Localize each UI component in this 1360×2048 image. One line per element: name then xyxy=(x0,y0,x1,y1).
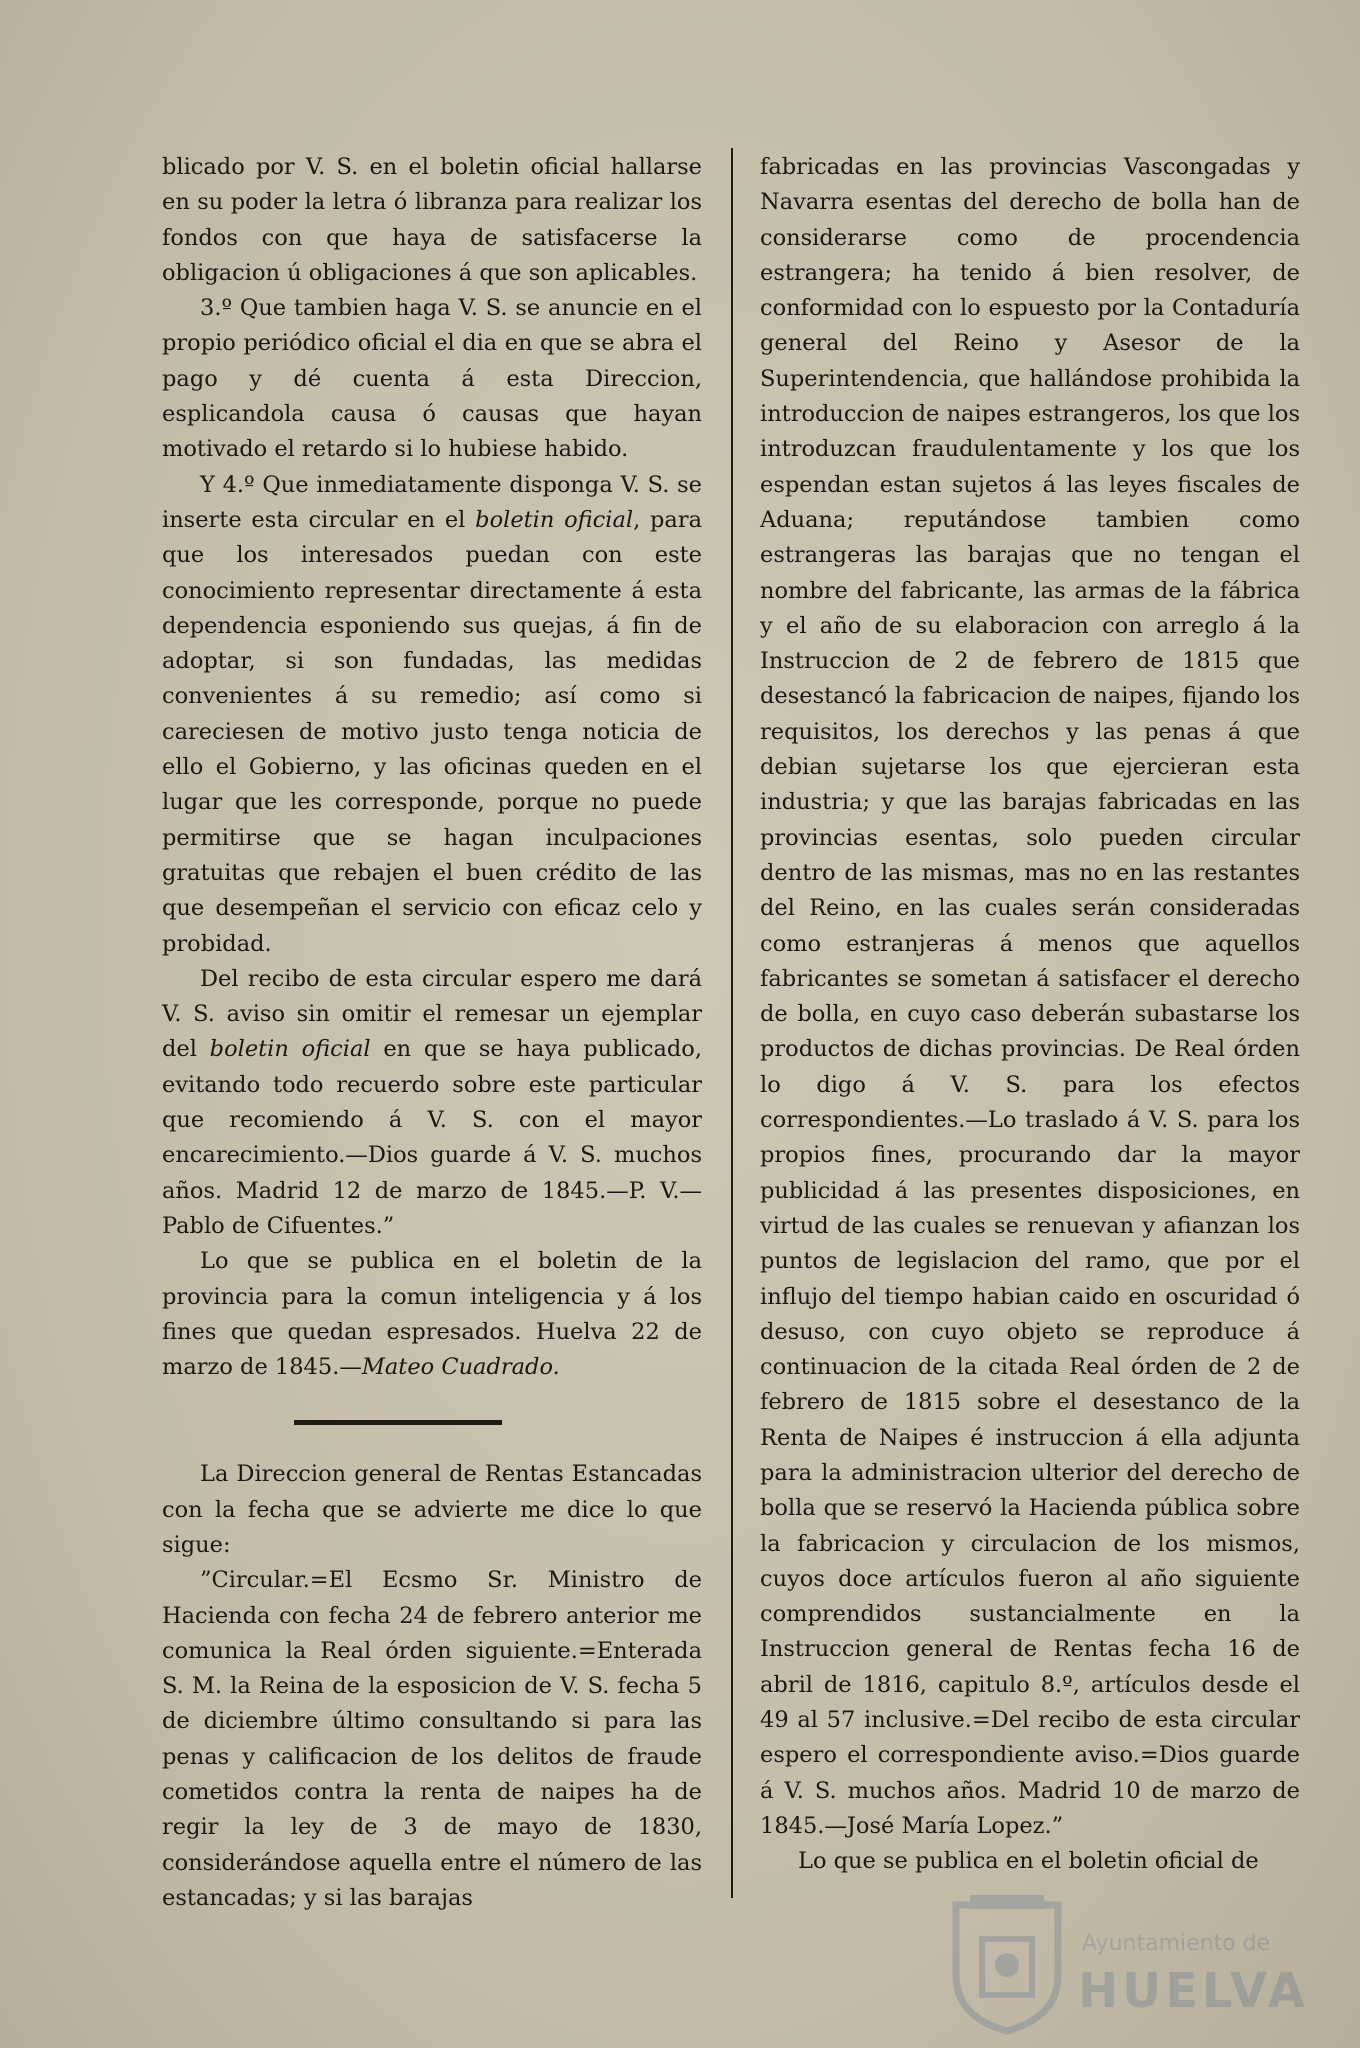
italic-text: boletin oficial xyxy=(209,1036,371,1063)
italic-text: boletin oficial xyxy=(475,506,634,533)
text-run: Y 4.º Que inmediatamente disponga V. S. se inserte esta circular en el xyxy=(162,471,702,533)
text-run: , para que los interesados puedan con este conocimiento representar directamente á esta dependencia esponiendo sus quejas, á fin de adoptar, si son fundadas, las medidas convenientes á su remedio; así como si careciesen de motivo justo tenga noticia de ello el Gobierno, y las oficinas queden en el lugar que les corresponde, porque no puede permitirse que se hagan inculpaciones gratuitas que rebajen el buen crédito de las que desempeñan el servicio con eficaz celo y probidad. xyxy=(162,506,703,957)
paragraph-circular-continued: fabricadas en las provincias Vascongadas y Navarra esentas del derecho de bolla han de considerarse como de procendencia estrangera; ha tenido á bien resolver, de conformidad con lo espuesto por la Contaduría general del Reino y Asesor de la Superintendencia, que hallándose prohibida la introduccion de naipes estrangeros, los que los introduzcan fraudulentamente y los que los espendan estan sujetos á las leyes fiscales de Aduana; reputándose tambien como estrangeras las barajas que no tengan el nombre del fabricante, las armas de la fábrica y el año de su elaboracion con arreglo á la Instruccion de 2 de febrero de 1815 que desestancó la fabricacion de naipes, fijando los requisitos, los derechos y las penas á que debian sujetarse los que ejercieran esta industria; y que las barajas fabricadas en las provincias esentas, solo pueden circular dentro de las mismas, mas no en las restantes del Reino, en las cuales serán consideradas como estranjeras á menos que aquellos fabricantes se sometan á satisfacer el derecho de bolla, en cuyo caso deberán subastarse los productos de dichas provincias. De Real órden lo digo á V. S. para los efectos correspondientes.—Lo traslado á V. S. para los propios fines, procurando dar la mayor publicidad á las presentes disposiciones, en virtud de las cuales se renuevan y afianzan los puntos de legislacion del ramo, que por el influjo del tiempo habian caido en oscuridad ó desuso, con cuyo objeto se reproduce á continuacion de la citada Real órden de 2 de febrero de 1815 sobre el desestanco de la Renta de Naipes é instruccion á ella adjunta para la administracion ulterior del derecho de bolla que se reservó la Hacienda pública sobre la fabricacion y circulacion de los mismos, cuyos doce artículos fueron al año siguiente comprendidos sustancialmente en la Instruccion general de Rentas fecha 16 de abril de 1816, capitulo 8.º, artículos desde el 49 al 57 inclusive.=Del recibo de esta circular espero el correspondiente aviso.=Dios guarde á V. S. muchos años. Madrid 10 de marzo de 1845.—José María Lopez.” xyxy=(760,154,1300,1839)
paragraph-publication xyxy=(162,1244,702,1385)
paragraph-direccion: La Direccion general de Rentas Estancadas con la fecha que se advierte me dice lo que sigue: xyxy=(162,1461,702,1558)
watermark-line-2: HUELVA xyxy=(1078,1963,1309,2019)
column-divider xyxy=(731,148,733,1898)
text-run: Lo que se publica en el boletin de la provincia para la comun inteligencia y á los fines que quedan espresados. Huelva 22 de marzo de 1845.— xyxy=(162,1248,702,1381)
paragraph-point-3: 3.º Que tambien haga V. S. se anuncie en el propio periódico oficial el dia en que se abra el pago y dé cuenta á esta Direccion, esplicandola causa ó causas que hayan motivado el retardo si lo hubiese habido. xyxy=(162,295,702,463)
right-column xyxy=(760,150,1300,1880)
text-run: Del recibo de esta circular espero me dará V. S. aviso sin omitir el remesar un ejemplar del xyxy=(162,965,702,1063)
left-column xyxy=(162,150,702,1916)
watermark xyxy=(948,1895,1309,2035)
paragraph-receipt xyxy=(162,962,702,1244)
paragraph-circular: ”Circular.=El Ecsmo Sr. Ministro de Hacienda con fecha 24 de febrero anterior me comunica la Real órden siguiente.=Enterada S. M. la Reina de la esposicion de V. S. fecha 5 de diciembre último consultando si para las penas y calificacion de los delitos de fraude cometidos contra la renta de naipes ha de regir la ley de 3 de mayo de 1830, considerándose aquella entre el número de las estancadas; y si las barajas xyxy=(162,1567,702,1911)
huelva-coat-of-arms-icon xyxy=(948,1895,1066,2035)
section-divider xyxy=(294,1420,502,1425)
text-run: en que se haya publicado, evitando todo recuerdo sobre este particular que recomiendo á V. S. con el mayor encarecimiento.—Dios guarde á V. S. muchos años. Madrid 12 de marzo de 1845.—P. V.—Pablo de Cifuentes.” xyxy=(162,1036,703,1239)
signature-italic: Mateo Cuadrado. xyxy=(361,1354,560,1381)
paragraph-point-4 xyxy=(162,468,702,962)
watermark-line-1: Ayuntamiento de xyxy=(1082,1931,1271,1956)
paragraph-continuation: blicado por V. S. en el boletin oficial hallarse en su poder la letra ó libranza para realizar los fondos con que haya de satisfacerse la obligacion ú obligaciones á que son aplicables. xyxy=(162,154,702,286)
paragraph-publication-final: Lo que se publica en el boletin oficial de xyxy=(798,1848,1259,1875)
